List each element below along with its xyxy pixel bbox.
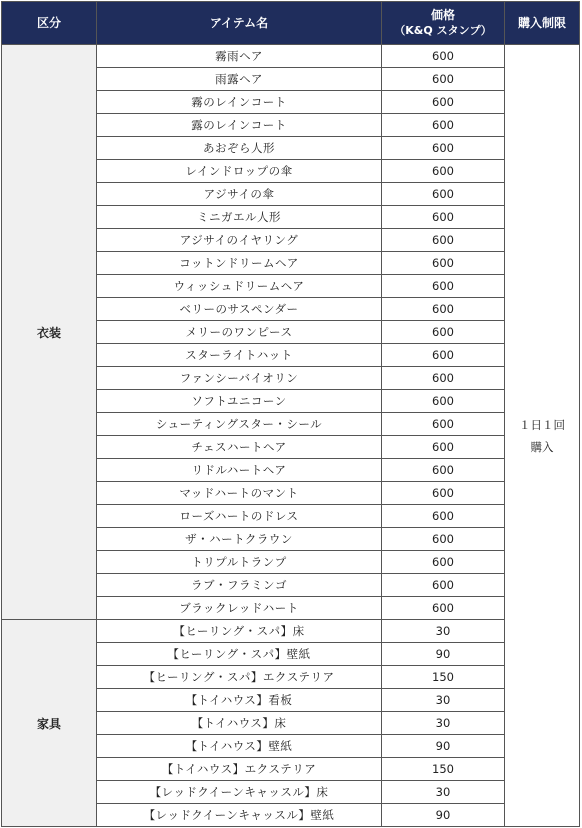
header-purchase-limit: 購入制限	[505, 2, 580, 45]
table-header-row	[2, 2, 580, 45]
item-name-cell: メリーのワンピース	[97, 321, 382, 344]
item-name-cell: ウィッシュドリームヘア	[97, 275, 382, 298]
item-name-cell: 【トイハウス】壁紙	[97, 735, 382, 758]
item-name-cell: 【ヒーリング・スパ】床	[97, 620, 382, 643]
item-name-cell: 【レッドクイーンキャッスル】床	[97, 781, 382, 804]
item-price-cell: 600	[382, 183, 505, 206]
item-price-cell: 30	[382, 620, 505, 643]
item-price-cell: 150	[382, 758, 505, 781]
item-price-cell: 600	[382, 137, 505, 160]
item-price-cell: 600	[382, 551, 505, 574]
item-price-cell: 600	[382, 413, 505, 436]
item-name-cell: 【トイハウス】エクステリア	[97, 758, 382, 781]
item-name-cell: 【ヒーリング・スパ】エクステリア	[97, 666, 382, 689]
item-name-cell: ラブ・フラミンゴ	[97, 574, 382, 597]
item-price-cell: 600	[382, 298, 505, 321]
item-price-cell: 600	[382, 45, 505, 68]
item-price-cell: 600	[382, 482, 505, 505]
item-price-cell: 600	[382, 367, 505, 390]
item-price-cell: 600	[382, 505, 505, 528]
table-body	[2, 45, 580, 827]
item-price-cell: 600	[382, 160, 505, 183]
header-price-unit: （K&Q スタンプ）	[394, 24, 492, 37]
item-price-cell: 600	[382, 91, 505, 114]
item-price-cell: 600	[382, 459, 505, 482]
item-name-cell: チェスハートヘア	[97, 436, 382, 459]
item-name-cell: マッドハートのマント	[97, 482, 382, 505]
item-price-cell: 600	[382, 574, 505, 597]
item-name-cell: トリプルトランプ	[97, 551, 382, 574]
table-row	[2, 45, 580, 68]
item-price-cell: 30	[382, 781, 505, 804]
item-name-cell: 【レッドクイーンキャッスル】壁紙	[97, 804, 382, 827]
item-price-cell: 600	[382, 114, 505, 137]
item-name-cell: ベリーのサスペンダー	[97, 298, 382, 321]
item-name-cell: ミニガエル人形	[97, 206, 382, 229]
item-name-cell: 霧雨ヘア	[97, 45, 382, 68]
purchase-limit-frequency: １日１回	[519, 417, 565, 432]
item-price-cell: 600	[382, 344, 505, 367]
item-name-cell: 露のレインコート	[97, 114, 382, 137]
category-cell: 家具	[2, 620, 97, 827]
item-name-cell: シューティングスター・シール	[97, 413, 382, 436]
item-price-cell: 30	[382, 689, 505, 712]
item-name-cell: レインドロップの傘	[97, 160, 382, 183]
item-name-cell: 【トイハウス】床	[97, 712, 382, 735]
item-price-cell: 600	[382, 390, 505, 413]
item-price-cell: 90	[382, 735, 505, 758]
item-name-cell: ブラックレッドハート	[97, 597, 382, 620]
item-name-cell: ローズハートのドレス	[97, 505, 382, 528]
item-name-cell: あおぞら人形	[97, 137, 382, 160]
header-category: 区分	[2, 2, 97, 45]
item-price-cell: 600	[382, 597, 505, 620]
item-name-cell: 【ヒーリング・スパ】壁紙	[97, 643, 382, 666]
item-price-cell: 600	[382, 229, 505, 252]
item-price-cell: 150	[382, 666, 505, 689]
item-price-cell: 30	[382, 712, 505, 735]
item-name-cell: アジサイのイヤリング	[97, 229, 382, 252]
item-name-cell: リドルハートヘア	[97, 459, 382, 482]
item-name-cell: スターライトハット	[97, 344, 382, 367]
item-name-cell: ソフトユニコーン	[97, 390, 382, 413]
item-price-cell: 600	[382, 252, 505, 275]
item-name-cell: アジサイの傘	[97, 183, 382, 206]
header-item-name: アイテム名	[97, 2, 382, 45]
item-price-cell: 600	[382, 528, 505, 551]
item-price-cell: 600	[382, 321, 505, 344]
item-price-cell: 90	[382, 643, 505, 666]
purchase-limit-cell	[505, 45, 580, 827]
header-price-label: 価格	[430, 8, 455, 22]
item-name-cell: ザ・ハートクラウン	[97, 528, 382, 551]
item-price-cell: 600	[382, 436, 505, 459]
item-name-cell: 雨露ヘア	[97, 68, 382, 91]
table-row	[2, 620, 580, 643]
item-price-cell: 600	[382, 206, 505, 229]
category-cell: 衣装	[2, 45, 97, 620]
item-name-cell: 【トイハウス】看板	[97, 689, 382, 712]
item-price-cell: 90	[382, 804, 505, 827]
item-name-cell: コットンドリームヘア	[97, 252, 382, 275]
item-price-cell: 600	[382, 275, 505, 298]
item-name-cell: ファンシーバイオリン	[97, 367, 382, 390]
shop-item-table	[1, 1, 580, 827]
purchase-limit-suffix: 購入	[530, 439, 554, 454]
item-name-cell: 霧のレインコート	[97, 91, 382, 114]
header-price	[382, 2, 505, 45]
item-price-cell: 600	[382, 68, 505, 91]
